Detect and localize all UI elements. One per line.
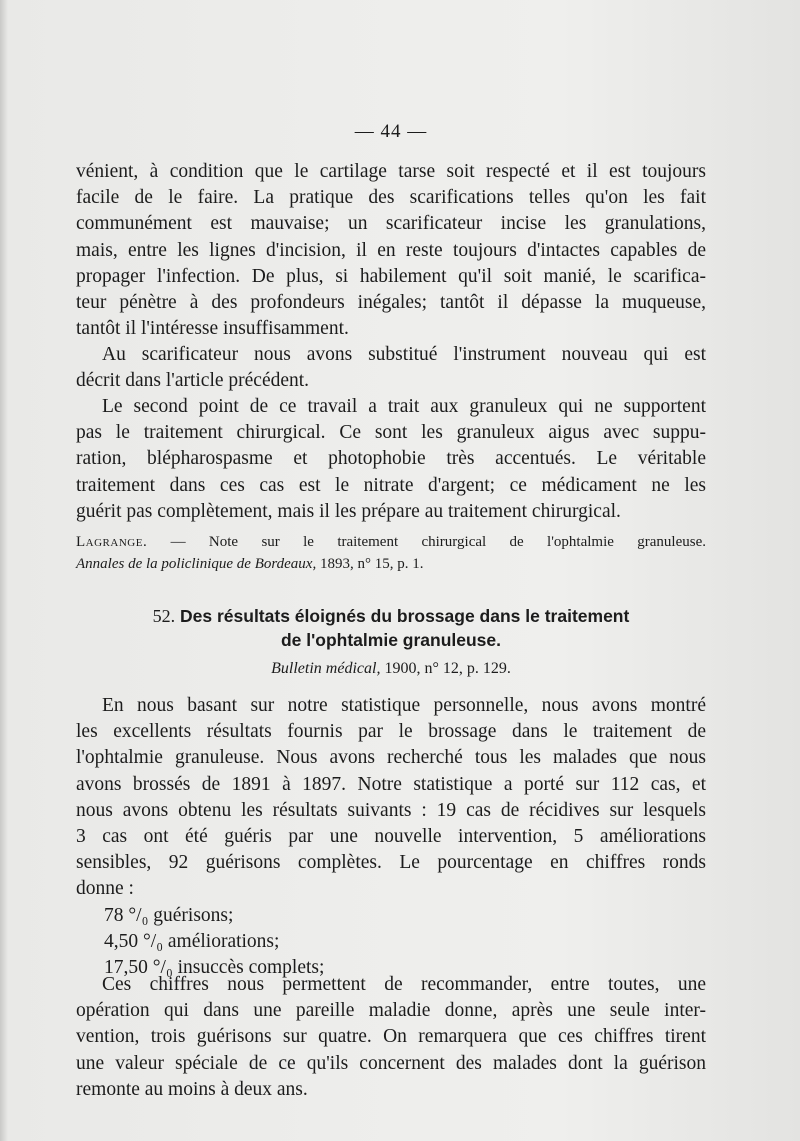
- text-line: sensibles, 92 guérisons complètes. Le pourcentage en chiffres ronds: [76, 852, 706, 874]
- text-line: teur pénètre à des profondeurs inégales; tantôt il dépasse la muqueuse,: [76, 291, 706, 313]
- text-line: Le second point de ce travail a trait aux granuleux qui ne supportent: [102, 396, 706, 417]
- text-line: propager l'infection. De plus, si habilement qu'il soit manié, le scarifica-: [76, 265, 706, 287]
- paragraph-3: [76, 394, 706, 525]
- text-line: facile de le faire. La pratique des scarifications telles qu'on les fait: [76, 187, 706, 209]
- paragraph-4: [76, 693, 706, 903]
- text-line: nous avons obtenu les résultats suivants : 19 cas de récidives sur lesquels: [76, 799, 706, 821]
- section-heading-line: [76, 604, 706, 628]
- text-line: Au scarificateur nous avons substitué l'instrument nouveau qui est: [102, 344, 706, 365]
- percentage-item: 17,50 °/₀ insuccès complets;: [104, 957, 325, 979]
- text-line: les excellents résultats fournis par le brossage dans le traitement de: [76, 721, 706, 743]
- section-heading: [76, 604, 706, 652]
- text-line: vénient, à condition que le cartilage tarse soit respecté et il est toujours: [76, 161, 706, 182]
- text-line: pas le traitement chirurgical. Ce sont les granuleux aigus avec suppu-: [76, 422, 706, 444]
- section-details: 1900, n° 12, p. 129.: [380, 660, 511, 677]
- text-line: En nous basant sur notre statistique personnelle, nous avons montré: [102, 695, 706, 716]
- text-line: décrit dans l'article précédent.: [76, 370, 310, 392]
- text-line: opération qui dans une pareille maladie donne, après une seule inter-: [76, 1000, 706, 1022]
- reference-line: [76, 553, 706, 575]
- page-number: — 44 —: [354, 121, 428, 142]
- reference-journal: Annales de la policlinique de Bordeaux,: [76, 556, 317, 572]
- text-line: remonte au moins à deux ans.: [76, 1078, 308, 1100]
- reference-title: — Note sur le traitement chirurgical de l'ophtalmie granuleuse.: [147, 534, 706, 550]
- text-line: 3 cas ont été guéris par une nouvelle intervention, 5 améliorations: [76, 825, 706, 847]
- reference-details: 1893, n° 15, p. 1.: [316, 556, 424, 572]
- paragraph-2: [76, 342, 706, 394]
- section-journal: Bulletin médical,: [271, 660, 381, 677]
- percentage-item: 4,50 °/₀ améliorations;: [104, 931, 280, 953]
- text-line: ration, blépharospasme et photophobie très accentués. Le véritable: [76, 448, 706, 470]
- reference-author: Lagrange.: [76, 534, 148, 550]
- text-line: vention, trois guérisons sur quatre. On remarquera que ces chiffres tirent: [76, 1026, 706, 1048]
- text-line: tantôt il l'intéresse insuffisamment.: [76, 318, 349, 340]
- paragraph-1: [76, 159, 706, 342]
- text-line: avons brossés de 1891 à 1897. Notre statistique a porté sur 112 cas, et: [76, 773, 706, 795]
- text-line: une valeur spéciale de ce qu'ils concernent des malades dont la guérison: [76, 1052, 706, 1074]
- text-line: Ces chiffres nous permettent de recommander, entre toutes, une: [102, 974, 706, 995]
- section-title-part2: de l'ophtalmie granuleuse.: [280, 630, 502, 650]
- percentage-list: [76, 903, 706, 982]
- section-number: 52.: [152, 606, 176, 626]
- text-line: donne :: [76, 878, 134, 900]
- text-line: communément est mauvaise; un scarificateur incise les granulations,: [76, 213, 706, 235]
- percentage-item: 78 °/₀ guérisons;: [104, 905, 234, 926]
- text-line: traitement dans ces cas est le nitrate d'argent; ce médicament ne les: [76, 474, 706, 496]
- paragraph-5: [76, 972, 706, 1103]
- text-line: guérit pas complètement, mais il les prépare au traitement chirurgical.: [76, 500, 621, 522]
- text-line: l'ophtalmie granuleuse. Nous avons recherché tous les malades que nous: [76, 747, 706, 769]
- reference-lagrange: [76, 531, 706, 575]
- reference-line: [76, 531, 706, 553]
- section-title-part1: Des résultats éloignés du brossage dans le traitement: [175, 606, 630, 626]
- section-reference: [76, 660, 706, 678]
- text-line: mais, entre les lignes d'incision, il en reste toujours d'intactes capables de: [76, 239, 706, 261]
